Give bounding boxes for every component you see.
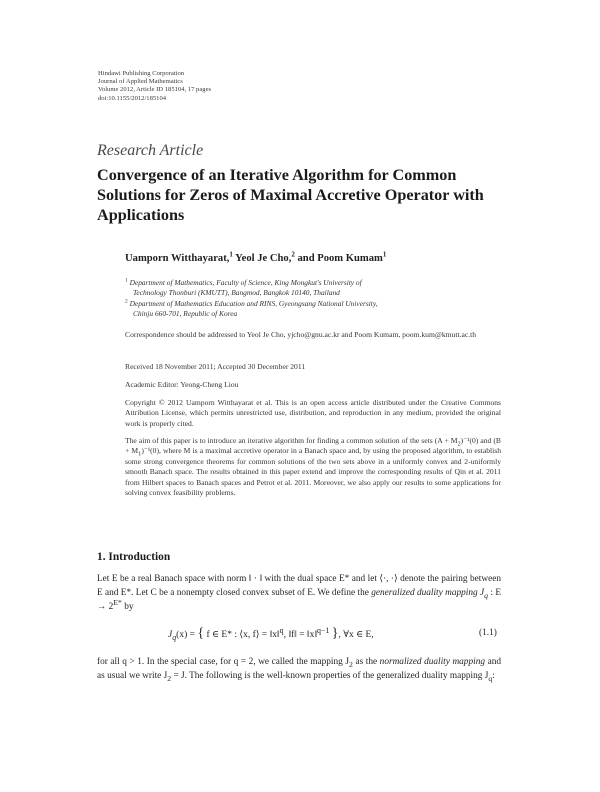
author-mark: 2 (291, 250, 295, 259)
affiliation-line: Department of Mathematics, Faculty of Science, King Mongkut's University of (129, 278, 362, 287)
doi-line: doi:10.1155/2012/185104 (98, 94, 167, 102)
author-name: and Poom Kumam (297, 253, 383, 264)
intro-paragraph-2: for all q > 1. In the special case, for q = 2, we called the mapping $J_2$ as the normalized duality mapping and as usual we write $J_2 = J$. The following is the well-known properties of the generalized duality mapping $J_q$: (97, 657, 501, 683)
author-name: Uamporn Witthayarat, (125, 253, 230, 264)
affiliation-mark: 1 (125, 277, 128, 284)
affiliation-line: Technology Thonburi (KMUTT), Bangmod, Bangkok 10140, Thailand (133, 288, 340, 297)
equation-number: (1.1) (479, 628, 497, 638)
copyright-notice: Copyright © 2012 Uamporn Witthayarat et al. This is an open access article distributed under the Creative Commons Attribution License, which permits unrestricted use, distribution, and reproduction in any medium, provided the original work is properly cited. (125, 398, 501, 428)
intro-paragraph-1: Let E be a real Banach space with norm ‖ · ‖ with the dual space E* and let ⟨·, ·⟩ denote the pairing between E and E*. Let C be a nonempty closed convex subset of E. We define the generalized duality mapping $J_q$ : $E \to 2^{E*}$ by (97, 574, 502, 612)
academic-editor: Academic Editor: Yeong-Cheng Liou (125, 380, 239, 389)
journal-line: Journal of Applied Mathematics (98, 78, 183, 86)
equation-1-1: $J_q(x)$ = { f ∈ E* : ⟨x, f⟩ = ‖x‖$^q$, ‖f‖ = ‖x‖$^{q-1}$ }, ∀x ∈ E, (168, 625, 374, 642)
affiliation-mark: 2 (125, 298, 128, 305)
article-type: Research Article (97, 142, 204, 159)
affiliation-2 (125, 299, 378, 319)
received-dates: Received 18 November 2011; Accepted 30 December 2011 (125, 362, 306, 371)
math-set-a: $(A + M_2)^{-1}(0)$ (434, 436, 479, 448)
author-name: Yeol Je Cho, (235, 253, 292, 264)
paper-title: Convergence of an Iterative Algorithm for Common Solutions for Zeros of Maximal Accretive Operator with Applications (97, 166, 484, 224)
abstract-text: , where M is a maximal accretive operator in a Banach space and, by using the proposed algorithm, to establish some strong convergence theorems for common solutions of the two sets above in a uniformly convex and 2-uniformly smooth Banach space. The results obtained in this paper extend and improve the corresponding results of Qin et al. 2011 from Hilbert spaces to Banach spaces and Petrot et al. 2011. Moreover, we also apply our results to some applications for solving convex feasibility problems. (125, 446, 501, 498)
affiliation-1 (125, 278, 362, 298)
affiliation-line: Chinju 660-701, Republic of Korea (133, 309, 238, 318)
author-list (125, 250, 387, 264)
abstract (125, 436, 501, 498)
volume-line: Volume 2012, Article ID 185104, 17 pages (98, 86, 212, 94)
abstract-text: and (480, 436, 492, 445)
publisher-line: Hindawi Publishing Corporation (98, 70, 185, 77)
abstract-text: The aim of this paper is to introduce an iterative algorithm for finding a common solution of the sets (125, 436, 433, 445)
author-mark: 1 (229, 250, 233, 259)
correspondence: Correspondence should be addressed to Yeol Je Cho, yjcho@gnu.ac.kr and Poom Kumam, poom.kum@kmutt.ac.th (125, 330, 477, 339)
author-mark: 1 (382, 250, 387, 259)
affiliation-line: Department of Mathematics Education and RINS, Gyeongsang National University, (129, 299, 378, 308)
section-heading: 1. Introduction (97, 551, 171, 563)
math-set-b: $(B + M_1)^{-1}(0)$ (125, 436, 501, 458)
journal-header (98, 70, 211, 103)
